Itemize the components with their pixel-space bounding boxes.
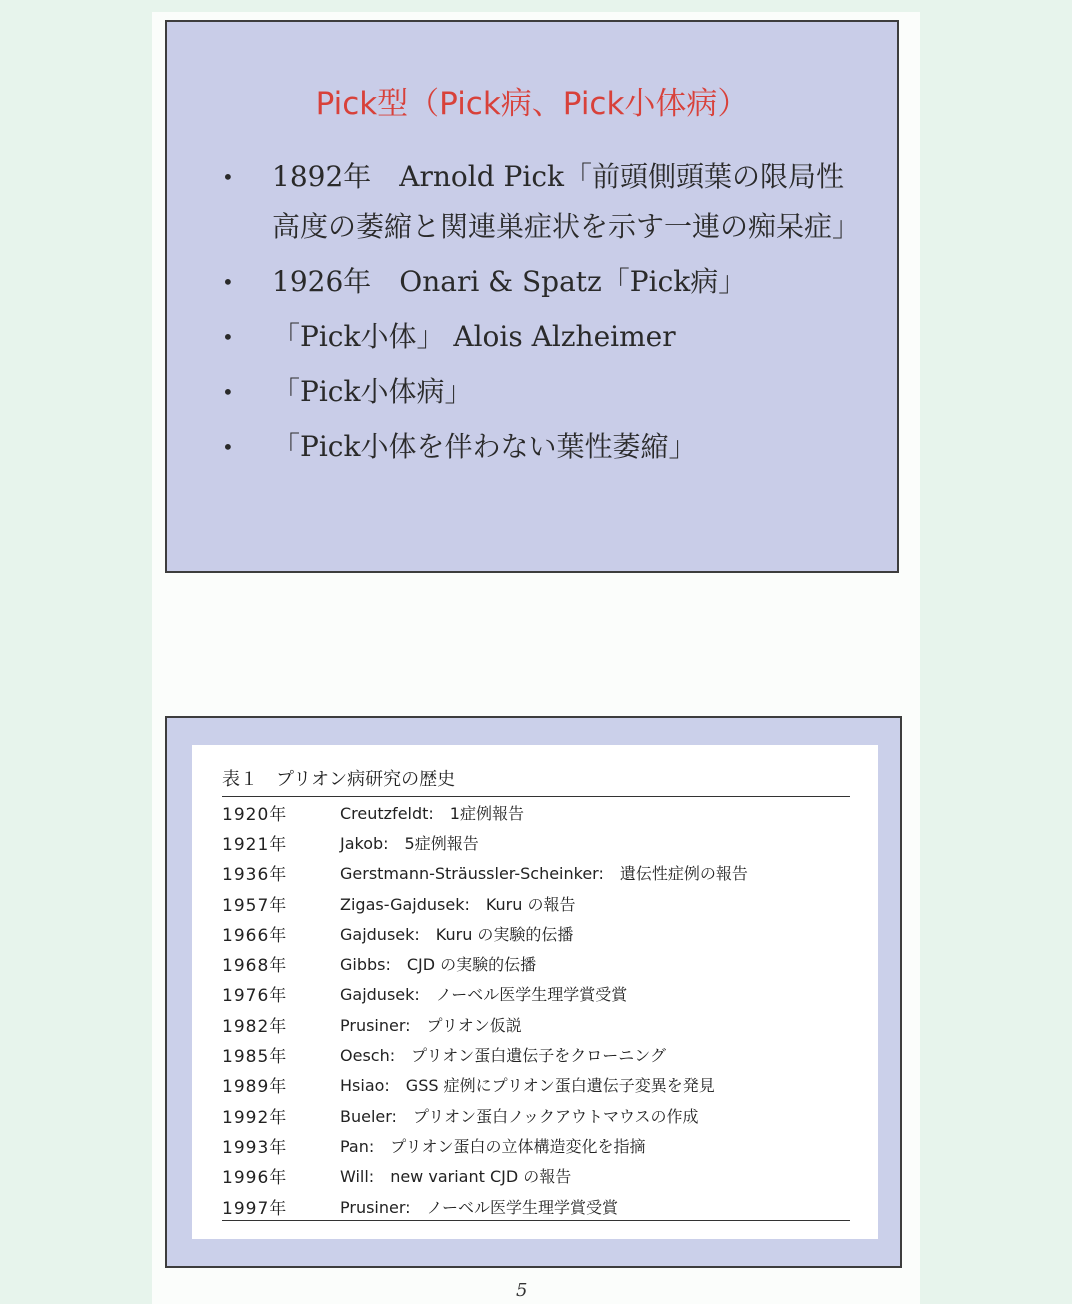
bullet-item: • 1892年 Arnold Pick「前頭側頭葉の限局性高度の萎縮と関連巣症状を示す一連の痴呆症」 (222, 152, 862, 252)
row-year: 1997年 (222, 1198, 288, 1219)
bullet-item: • 「Pick小体」 Alois Alzheimer (222, 312, 862, 362)
row-event: Creutzfeldt: 1症例報告 (340, 803, 524, 823)
table-title: 表１ プリオン病研究の歴史 (222, 769, 456, 790)
row-year: 1957年 (222, 895, 288, 916)
row-year: 1968年 (222, 956, 288, 977)
table-row (222, 888, 850, 918)
row-year: 1989年 (222, 1077, 288, 1098)
row-year: 1920年 (222, 804, 288, 825)
table-row (222, 1070, 850, 1100)
bullet-dot-icon: • (222, 380, 234, 404)
slide-pick-type (165, 20, 899, 573)
row-event: Prusiner: ノーベル医学生理学賞受賞 (340, 1197, 619, 1217)
table-row (222, 797, 850, 827)
row-event: Jakob: 5症例報告 (340, 833, 479, 853)
table-row (222, 827, 850, 857)
row-event: Gerstmann-Sträussler-Scheinker: 遺伝性症例の報告 (340, 864, 748, 884)
bullet-item: • 「Pick小体病」 (222, 367, 862, 417)
row-event: Hsiao: GSS 症例にプリオン蛋白遺伝子変異を発見 (340, 1076, 715, 1096)
table-row (222, 1161, 850, 1191)
page-number: 5 (516, 1280, 528, 1301)
row-year: 1921年 (222, 834, 288, 855)
row-event: Gibbs: CJD の実験的伝播 (340, 955, 537, 975)
row-event: Will: new variant CJD の報告 (340, 1167, 572, 1187)
table-row (222, 1100, 850, 1130)
table-row (222, 1009, 850, 1039)
row-year: 1966年 (222, 925, 288, 946)
row-year: 1993年 (222, 1137, 288, 1158)
bullet-dot-icon: • (222, 165, 234, 189)
table-row (222, 858, 850, 888)
bullet-dot-icon: • (222, 325, 234, 349)
slide-prion-history (165, 716, 902, 1268)
bullet-item: • 1926年 Onari & Spatz「Pick病」 (222, 257, 862, 307)
row-year: 1976年 (222, 986, 288, 1007)
row-year: 1992年 (222, 1107, 288, 1128)
table-row (222, 1039, 850, 1069)
bullet-list (222, 152, 862, 477)
row-event: Gajdusek: ノーベル医学生理学賞受賞 (340, 985, 628, 1005)
row-event: Prusiner: プリオン仮説 (340, 1015, 522, 1035)
history-table (192, 745, 878, 1239)
row-event: Pan: プリオン蛋白の立体構造変化を指摘 (340, 1136, 646, 1156)
table-rule-bottom (222, 1220, 850, 1221)
table-row (222, 948, 850, 978)
table-row (222, 1130, 850, 1160)
slide-title: Pick型（Pick病、Pick小体病） (315, 86, 749, 122)
bullet-item: • 「Pick小体を伴わない葉性萎縮」 (222, 422, 862, 472)
row-year: 1996年 (222, 1168, 288, 1189)
row-year: 1985年 (222, 1047, 288, 1068)
bullet-dot-icon: • (222, 270, 234, 294)
row-event: Gajdusek: Kuru の実験的伝播 (340, 924, 574, 944)
table-row (222, 1191, 850, 1221)
row-year: 1982年 (222, 1016, 288, 1037)
row-event: Bueler: プリオン蛋白ノックアウトマウスの作成 (340, 1106, 699, 1126)
bullet-dot-icon: • (222, 435, 234, 459)
row-event: Zigas-Gajdusek: Kuru の報告 (340, 894, 576, 914)
table-row (222, 918, 850, 948)
row-event: Oesch: プリオン蛋白遺伝子をクローニング (340, 1046, 666, 1066)
table-rows (222, 797, 850, 1221)
row-year: 1936年 (222, 865, 288, 886)
table-row (222, 979, 850, 1009)
